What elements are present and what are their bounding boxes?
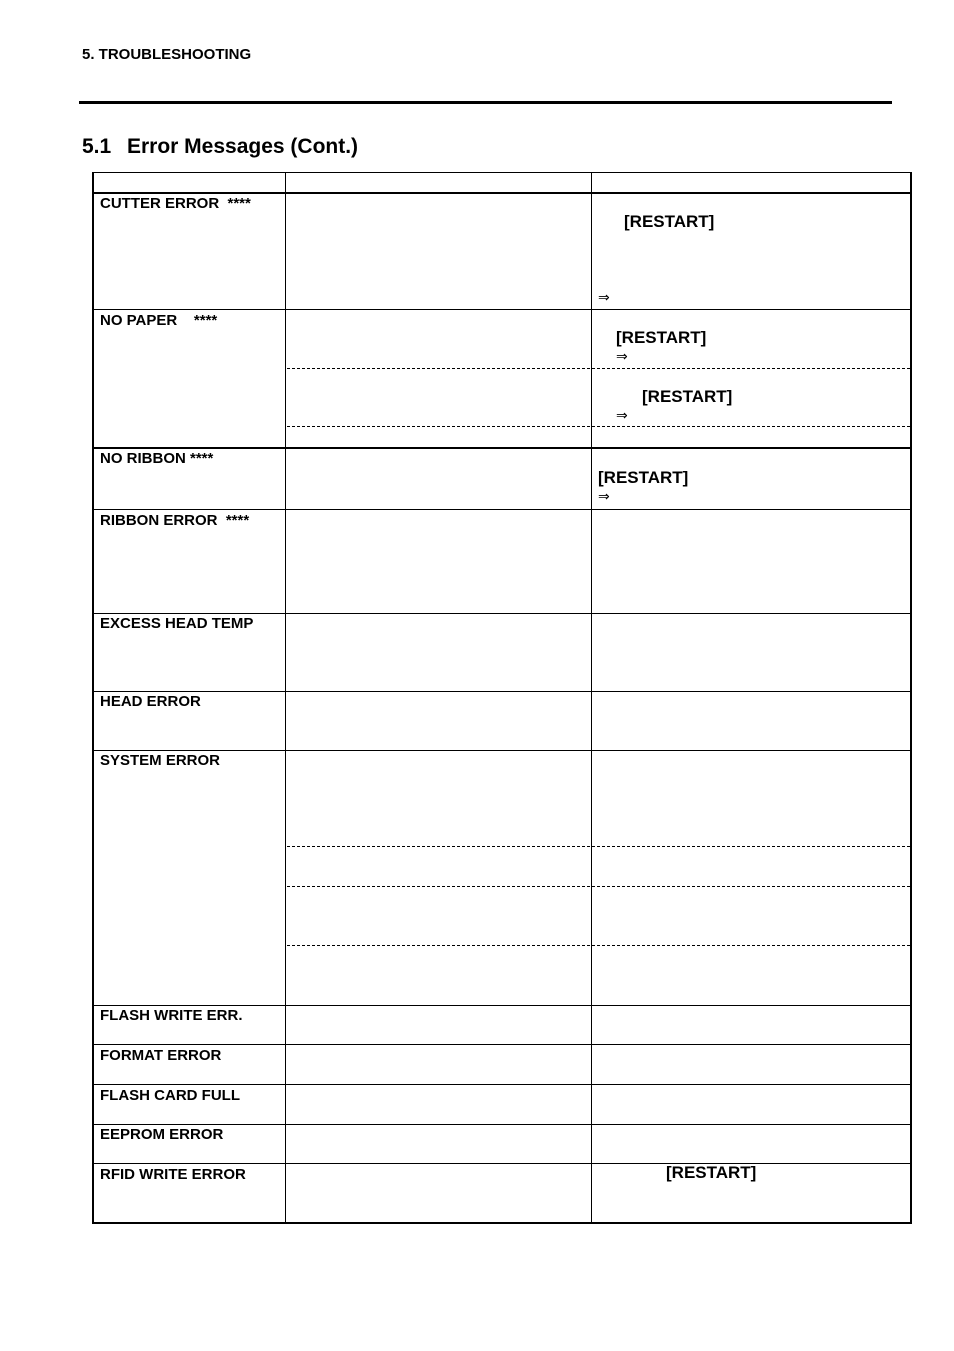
section-number: 5.1: [82, 135, 112, 158]
message-no-ribbon: NO RIBBON ****: [100, 450, 214, 467]
message-flash-card-full: FLASH CARD FULL: [100, 1087, 240, 1104]
arrow-icon: ⇒: [616, 349, 628, 365]
column-divider-1: [285, 172, 286, 1224]
subrow-divider: [287, 945, 910, 946]
header-rule: [79, 101, 892, 104]
row-divider: [92, 613, 912, 614]
table-border-top: [92, 172, 912, 173]
message-flash-write-err: FLASH WRITE ERR.: [100, 1007, 243, 1024]
row-divider: [92, 1163, 912, 1164]
table-border-left: [92, 172, 94, 1224]
row-divider: [92, 1044, 912, 1045]
arrow-icon: ⇒: [598, 290, 610, 306]
row-divider: [92, 1084, 912, 1085]
section-title: [82, 135, 358, 159]
message-system-error: SYSTEM ERROR: [100, 752, 221, 769]
row-divider: [92, 447, 912, 449]
row-divider: [92, 509, 912, 510]
row-divider: [92, 750, 912, 751]
header-row-divider: [92, 192, 912, 194]
subrow-divider: [287, 846, 910, 847]
restart-key-label: [RESTART]: [598, 468, 689, 487]
restart-key-label: [RESTART]: [616, 328, 707, 347]
restart-key-label: [RESTART]: [642, 387, 733, 406]
chapter-header: 5. TROUBLESHOOTING: [82, 46, 252, 63]
arrow-icon: ⇒: [598, 489, 610, 505]
message-head-error: HEAD ERROR: [100, 693, 201, 710]
table-border-right: [910, 172, 912, 1224]
row-divider: [92, 1005, 912, 1006]
subrow-divider: [287, 368, 910, 369]
message-rfid-write-error: RFID WRITE ERROR: [100, 1166, 246, 1183]
row-divider: [92, 691, 912, 692]
table-border-bottom: [92, 1222, 912, 1224]
message-eeprom-error: EEPROM ERROR: [100, 1126, 224, 1143]
subrow-divider: [287, 426, 910, 427]
subrow-divider: [287, 886, 910, 887]
row-divider: [92, 309, 912, 310]
message-cutter-error: CUTTER ERROR ****: [100, 195, 251, 212]
message-no-paper: NO PAPER ****: [100, 312, 218, 329]
column-divider-2: [591, 172, 592, 1224]
error-messages-table: [92, 172, 912, 1224]
message-ribbon-error: RIBBON ERROR ****: [100, 512, 250, 529]
message-excess-head-temp: EXCESS HEAD TEMP: [100, 615, 254, 632]
message-format-error: FORMAT ERROR: [100, 1047, 222, 1064]
restart-key-label: [RESTART]: [624, 212, 715, 231]
row-divider: [92, 1124, 912, 1125]
restart-key-label: [RESTART]: [666, 1163, 757, 1182]
section-title-text: Error Messages (Cont.): [127, 135, 359, 158]
arrow-icon: ⇒: [616, 408, 628, 424]
